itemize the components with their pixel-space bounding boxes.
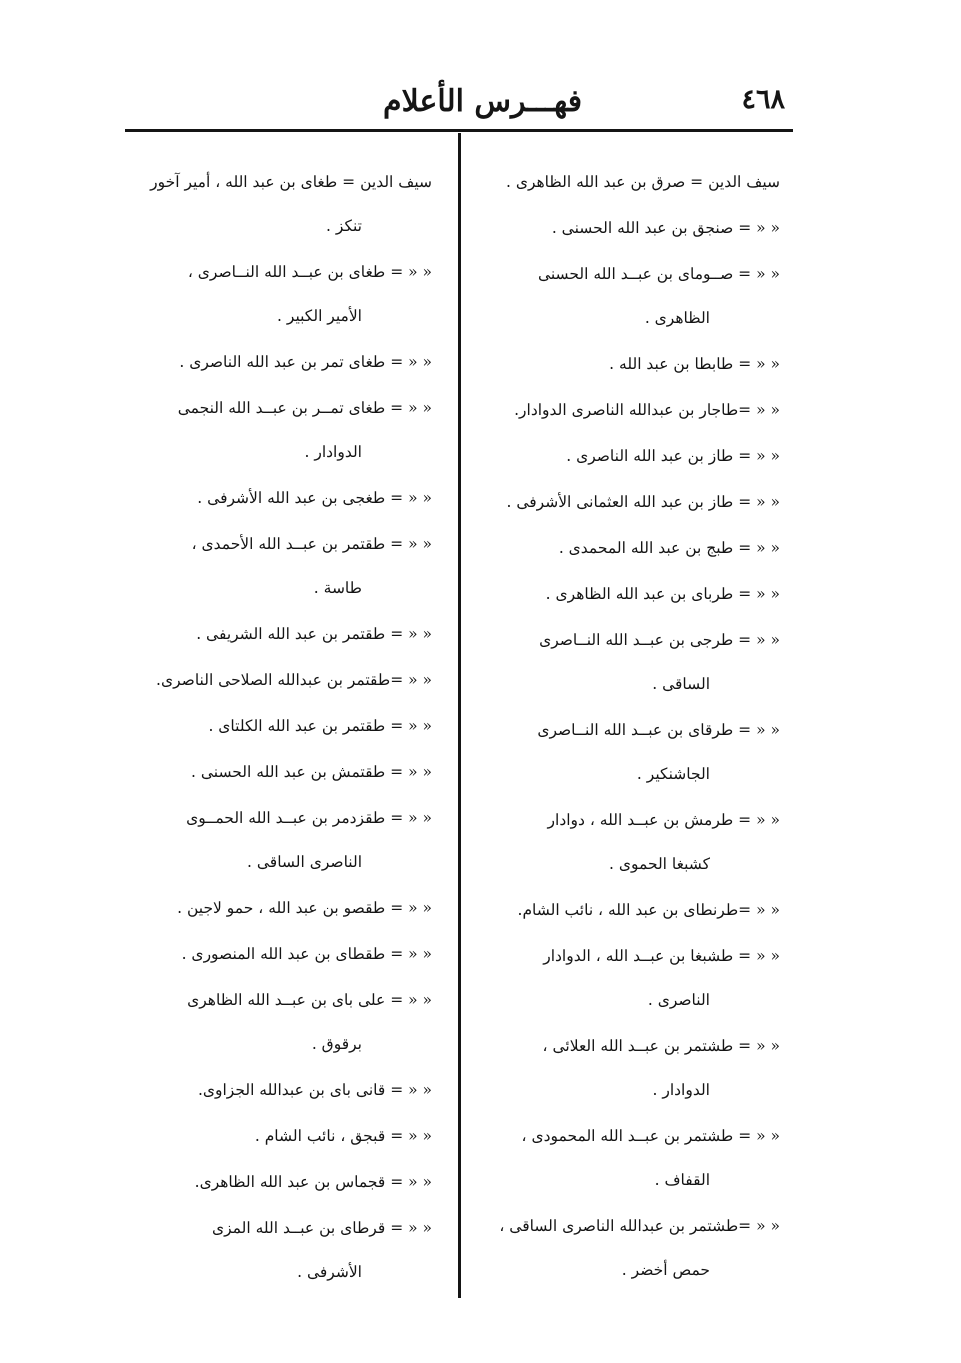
index-entry bbox=[132, 796, 432, 884]
entry-line: « « = طاز بن عبد الله العثمانى الأشرفى . bbox=[506, 493, 780, 511]
index-entry bbox=[132, 1068, 432, 1112]
entry-line: « « = طاز بن عبد الله الناصرى . bbox=[566, 447, 780, 465]
entry-line: « « = طرباى بن عبد الله الظاهرى . bbox=[545, 585, 780, 603]
index-entry bbox=[486, 1114, 780, 1202]
index-entry bbox=[486, 388, 780, 432]
index-entry bbox=[132, 750, 432, 794]
index-entry bbox=[132, 386, 432, 474]
entry-line: سيف الدين = طغاى بن عبد الله ، أمير آخور bbox=[150, 173, 432, 191]
entry-line: « « = قبجق ، نائب الشام . bbox=[254, 1127, 432, 1145]
entry-line: « « = طغاى تمر بن عبد الله الناصرى . bbox=[179, 353, 432, 371]
entry-line: « « =طقتمر بن عبدالله الصلاحى الناصرى. bbox=[156, 671, 432, 689]
entry-continuation-line: الأمير الكبير . bbox=[277, 307, 362, 325]
entry-line: « « =طاجار بن عبدالله الناصرى الدوادار. bbox=[514, 401, 780, 419]
index-entry bbox=[486, 572, 780, 616]
entry-continuation-line: الناصرى . bbox=[647, 991, 710, 1009]
entry-line: « « = طقتمر بن عبــد الله الأحمدى ، bbox=[191, 535, 432, 553]
index-entry bbox=[132, 250, 432, 338]
index-entry bbox=[486, 160, 780, 204]
entry-line: « « = طرمش بن عبــد الله ، دوادار bbox=[547, 811, 780, 829]
index-entry bbox=[486, 934, 780, 1022]
index-entry bbox=[132, 886, 432, 930]
entry-line: « « = صــوماى بن عبــد الله الحسنى bbox=[537, 265, 780, 283]
index-entry bbox=[132, 1160, 432, 1204]
entry-continuation-line: برقوق . bbox=[311, 1035, 362, 1053]
entry-continuation-line: الدوادار . bbox=[304, 443, 362, 461]
index-column-left bbox=[132, 160, 432, 1296]
entry-line: « « =طرنطاى بن عبد الله ، نائب الشام. bbox=[517, 901, 780, 919]
entry-line: « « = طشتمر بن عبــد الله العلائى ، bbox=[542, 1037, 780, 1055]
entry-continuation-line: القفاف . bbox=[654, 1171, 710, 1189]
entry-line: « « = طابطا بن عبد الله . bbox=[609, 355, 780, 373]
index-entry bbox=[132, 612, 432, 656]
entry-line: « « = طبج بن عبد الله المحمدى . bbox=[558, 539, 780, 557]
entry-line: « « = صنجق بن عبد الله الحسنى . bbox=[551, 219, 780, 237]
header-rule bbox=[125, 129, 793, 132]
index-entry bbox=[132, 340, 432, 384]
index-entry bbox=[486, 342, 780, 386]
entry-line: « « = قجماس بن عبد الله الظاهرى. bbox=[194, 1173, 432, 1191]
entry-line: « « =طشتمر بن عبدالله الناصرى الساقى ، bbox=[499, 1217, 780, 1235]
entry-line: « « = طشتمر بن عبــد الله المحمودى ، bbox=[521, 1127, 780, 1145]
index-entry bbox=[132, 978, 432, 1066]
index-entry bbox=[486, 708, 780, 796]
entry-continuation-line: الدوادار . bbox=[652, 1081, 710, 1099]
entry-line: « « = طرجى بن عبــد الله النــاصرى bbox=[539, 631, 780, 649]
entry-line: « « = طرقاى بن عبــد الله النــاصرى bbox=[537, 721, 780, 739]
entry-line: « « = على باى بن عبــد الله الظاهرى bbox=[187, 991, 432, 1009]
index-entry bbox=[486, 618, 780, 706]
index-entry bbox=[486, 480, 780, 524]
index-entry bbox=[132, 522, 432, 610]
entry-continuation-line: الجاشنكير . bbox=[636, 765, 710, 783]
entry-continuation-line: كشبغا الحموى . bbox=[609, 855, 710, 873]
entry-line: « « = طقتمر بن عبد الله الكلتاى . bbox=[208, 717, 432, 735]
entry-line: « « = طشبغا بن عبــد الله ، الدوادار bbox=[543, 947, 780, 965]
entry-continuation-line: الساقى . bbox=[652, 675, 710, 693]
entry-line: « « = طقتمر بن عبد الله الشريفى . bbox=[196, 625, 432, 643]
column-divider bbox=[458, 133, 461, 1298]
entry-continuation-line: تنكز . bbox=[326, 217, 362, 235]
index-entry bbox=[486, 1204, 780, 1292]
entry-line: « « = طقطاى بن عبد الله المنصورى . bbox=[181, 945, 432, 963]
entry-line: سيف الدين = صرق بن عبد الله الظاهرى . bbox=[505, 173, 780, 191]
entry-line: « « = طقزدمر بن عبــد الله الحمــوى bbox=[186, 809, 432, 827]
index-entry bbox=[132, 1114, 432, 1158]
entry-continuation-line: حمص أخضر . bbox=[621, 1261, 710, 1279]
index-entry bbox=[486, 798, 780, 886]
entry-line: « « = طغاى بن عبــد الله النــاصرى ، bbox=[187, 263, 432, 281]
entry-line: « « = قرطاى بن عبــد الله المزى bbox=[212, 1219, 432, 1237]
running-title: فهـــرس الأعلام bbox=[383, 84, 583, 119]
index-entry bbox=[132, 704, 432, 748]
page-header bbox=[125, 70, 793, 130]
entry-continuation-line: طاسة . bbox=[313, 579, 362, 597]
index-entry bbox=[132, 932, 432, 976]
index-entry bbox=[486, 526, 780, 570]
index-column-right bbox=[486, 160, 780, 1294]
entry-continuation-line: الظاهرى . bbox=[644, 309, 710, 327]
entry-continuation-line: الناصرى الساقى . bbox=[247, 853, 362, 871]
page-number: ٤٦٨ bbox=[741, 84, 785, 115]
index-entry bbox=[486, 888, 780, 932]
entry-line: « « = طغاى تمــر بن عبــد الله النجمى bbox=[177, 399, 432, 417]
index-entry bbox=[486, 1024, 780, 1112]
index-entry bbox=[132, 658, 432, 702]
index-entry bbox=[486, 206, 780, 250]
entry-line: « « = طقتمش بن عبد الله الحسنى . bbox=[191, 763, 432, 781]
entry-continuation-line: الأشرفى . bbox=[297, 1263, 362, 1281]
index-entry bbox=[486, 434, 780, 478]
index-entry bbox=[132, 160, 432, 248]
index-entry bbox=[486, 252, 780, 340]
entry-line: « « = قانى باى بن عبدالله الجزاوى. bbox=[197, 1081, 432, 1099]
index-entry bbox=[132, 476, 432, 520]
entry-line: « « = طقصو بن عبد الله ، حمو لاجين . bbox=[177, 899, 432, 917]
index-entry bbox=[132, 1206, 432, 1294]
entry-line: « « = طغجى بن عبد الله الأشرفى . bbox=[197, 489, 432, 507]
